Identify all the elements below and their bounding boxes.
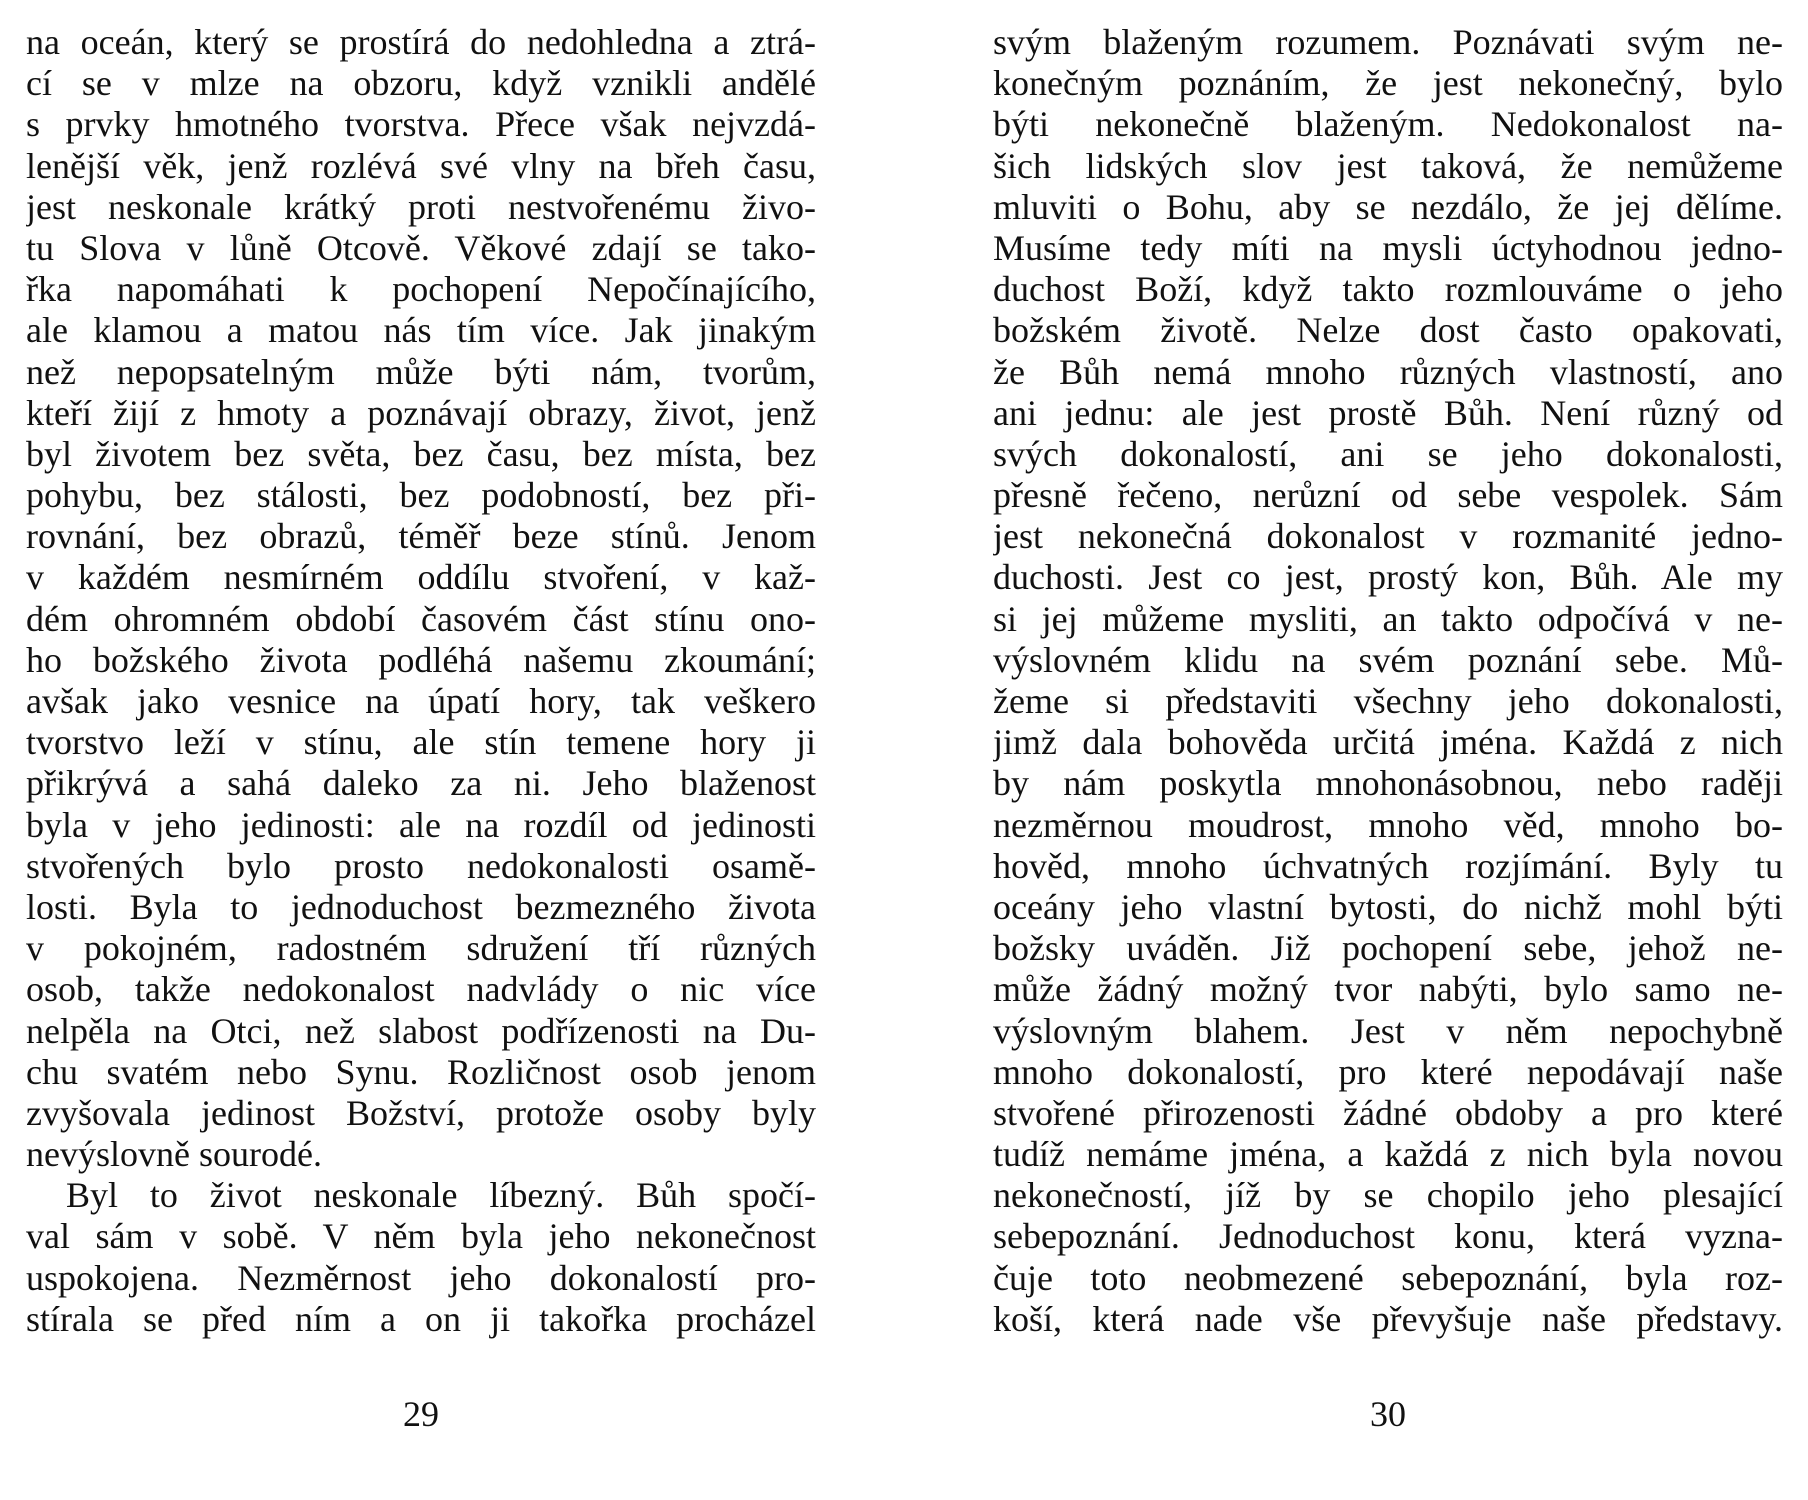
text-line: sebepoznání. Jednoduchost konu, která vyzna- bbox=[993, 1216, 1783, 1257]
text-line: božsky uváděn. Již pochopení sebe, jehož ne- bbox=[993, 928, 1783, 969]
text-line: čuje toto neobmezené sebepoznání, byla roz- bbox=[993, 1257, 1783, 1298]
paragraph-start-line: Byl to život neskonale líbezný. Bůh spočí- bbox=[66, 1175, 816, 1216]
text-line: býti nekonečně blaženým. Nedokonalost na- bbox=[993, 104, 1783, 145]
text-line: val sám v sobě. V něm byla jeho nekonečnost bbox=[26, 1216, 816, 1257]
text-line: jest neskonale krátký proti nestvořenému živo- bbox=[26, 186, 816, 227]
text-line: výslovným blahem. Jest v něm nepochybně bbox=[993, 1010, 1783, 1051]
text-line: hověd, mnoho úchvatných rozjímání. Byly tu bbox=[993, 845, 1783, 886]
text-line: osob, takže nedokonalost nadvlády o nic více bbox=[26, 969, 816, 1010]
text-line: mluviti o Bohu, aby se nezdálo, že jej dělíme. bbox=[993, 186, 1783, 227]
right-page-text bbox=[993, 22, 1783, 1340]
text-line: avšak jako vesnice na úpatí hory, tak veškero bbox=[26, 681, 816, 721]
text-line: tudíž nemáme jména, a každá z nich byla novou bbox=[993, 1134, 1783, 1175]
text-line: uspokojena. Nezměrnost jeho dokonalostí pro- bbox=[26, 1257, 816, 1298]
text-line: ale klamou a matou nás tím více. Jak jinakým bbox=[26, 310, 816, 351]
text-line: zvyšovala jedinost Božství, protože osoby byly bbox=[26, 1092, 816, 1133]
page-number: 30 bbox=[1370, 1394, 1406, 1434]
left-page-text bbox=[26, 22, 816, 1340]
text-line: byl životem bez světa, bez času, bez místa, bez bbox=[26, 433, 816, 474]
text-line: stvořené přirozenosti žádné obdoby a pro které bbox=[993, 1092, 1783, 1133]
text-line: svých dokonalostí, ani se jeho dokonalosti, bbox=[993, 433, 1783, 474]
text-line: s prvky hmotného tvorstva. Přece však nejvzdá- bbox=[26, 104, 816, 145]
text-line: nezměrnou moudrost, mnoho věd, mnoho bo- bbox=[993, 804, 1783, 845]
text-line: nelpěla na Otci, než slabost podřízenosti na Du- bbox=[26, 1010, 816, 1051]
text-line: chu svatém nebo Synu. Rozličnost osob jenom bbox=[26, 1051, 816, 1092]
text-line: cí se v mlze na obzoru, když vznikli andělé bbox=[26, 63, 816, 104]
text-line: nekonečností, jíž by se chopilo jeho plesající bbox=[993, 1175, 1783, 1216]
text-line: stírala se před ním a on ji takořka procházel bbox=[26, 1298, 816, 1339]
text-line: výslovném klidu na svém poznání sebe. Mů- bbox=[993, 639, 1783, 680]
text-line: rovnání, bez obrazů, téměř beze stínů. Jenom bbox=[26, 516, 816, 557]
text-line: tvorstvo leží v stínu, ale stín temene hory ji bbox=[26, 722, 816, 763]
text-line: přikrývá a sahá daleko za ni. Jeho blaženost bbox=[26, 763, 816, 804]
text-line: kteří žijí z hmoty a poznávají obrazy, život, jenž bbox=[26, 392, 816, 433]
text-line: losti. Byla to jednoduchost bezmezného života bbox=[26, 886, 816, 927]
text-line: než nepopsatelným může býti nám, tvorům, bbox=[26, 351, 816, 392]
text-line: božském životě. Nelze dost často opakovati, bbox=[993, 310, 1783, 351]
text-line: může žádný možný tvor nabýti, bylo samo ne- bbox=[993, 969, 1783, 1010]
text-line: přesně řečeno, nerůzní od sebe vespolek. Sám bbox=[993, 475, 1783, 516]
text-line: tu Slova v lůně Otcově. Věkové zdají se tako- bbox=[26, 227, 816, 268]
text-line: konečným poznáním, že jest nekonečný, bylo bbox=[993, 63, 1783, 104]
text-line: koší, která nade vše převyšuje naše představy. bbox=[993, 1298, 1783, 1339]
text-line: řka napomáhati k pochopení Nepočínajícího, bbox=[26, 269, 816, 310]
text-line: duchosti. Jest co jest, prostý kon, Bůh. Ale my bbox=[993, 557, 1783, 598]
text-line: Musíme tedy míti na mysli úctyhodnou jedno- bbox=[993, 227, 1783, 268]
text-line: jimž dala bohověda určitá jména. Každá z nich bbox=[993, 722, 1783, 763]
text-line: šich lidských slov jest taková, že nemůžeme bbox=[993, 145, 1783, 186]
text-line: ho božského života podléhá našemu zkoumání; bbox=[26, 639, 816, 680]
text-line: duchost Boží, když takto rozmlouváme o jeho bbox=[993, 269, 1783, 310]
text-line: v každém nesmírném oddílu stvoření, v kaž- bbox=[26, 557, 816, 598]
text-line: stvořených bylo prosto nedokonalosti osamě- bbox=[26, 845, 816, 886]
text-line: byla v jeho jedinosti: ale na rozdíl od jedinosti bbox=[26, 804, 816, 845]
text-line: svým blaženým rozumem. Poznávati svým ne- bbox=[993, 22, 1783, 62]
text-line: že Bůh nemá mnoho různých vlastností, ano bbox=[993, 351, 1783, 392]
text-line: v pokojném, radostném sdružení tří různých bbox=[26, 928, 816, 969]
text-line: oceány jeho vlastní bytosti, do nichž mohl býti bbox=[993, 886, 1783, 927]
text-line: by nám poskytla mnohonásobnou, nebo raději bbox=[993, 763, 1783, 804]
text-line: jest nekonečná dokonalost v rozmanité jedno- bbox=[993, 516, 1783, 557]
page-number: 29 bbox=[403, 1394, 439, 1434]
text-line: ani jednu: ale jest prostě Bůh. Není různý od bbox=[993, 392, 1783, 433]
right-page bbox=[993, 22, 1783, 1462]
text-line: žeme si představiti všechny jeho dokonalosti, bbox=[993, 681, 1783, 721]
text-line: mnoho dokonalostí, pro které nepodávají naše bbox=[993, 1051, 1783, 1092]
paragraph-end-line: nevýslovně sourodé. bbox=[26, 1134, 322, 1175]
text-line: lenější věk, jenž rozlévá své vlny na břeh času, bbox=[26, 145, 816, 186]
text-line: pohybu, bez stálosti, bez podobností, bez při- bbox=[26, 475, 816, 516]
left-page bbox=[26, 22, 816, 1462]
text-line: dém ohromném období časovém část stínu ono- bbox=[26, 598, 816, 639]
text-line: na oceán, který se prostírá do nedohledna a ztrá- bbox=[26, 22, 816, 62]
text-line: si jej můžeme mysliti, an takto odpočívá v ne- bbox=[993, 598, 1783, 639]
